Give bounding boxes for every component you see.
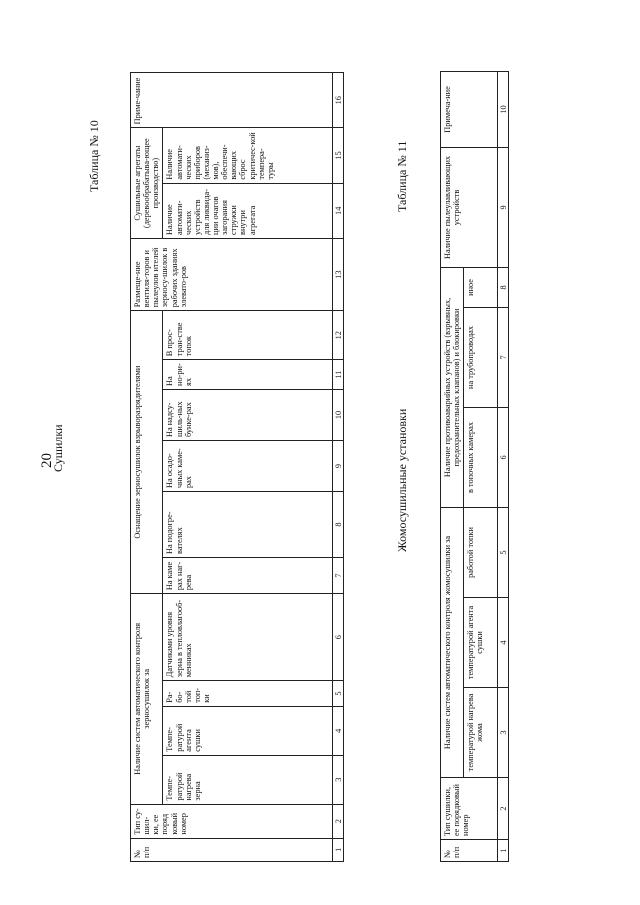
t10-col-fans: Размеще-ние вентиля-торов и пылеулов ителей зерносу-шилок в рабочих зданиях элевато-ров (131, 238, 333, 310)
t10-group-dryers: Сушильные агрегаты (деревообрабатыва-ющее производство) (131, 128, 163, 239)
t10-num: 8 (333, 492, 344, 558)
t10-num: 3 (333, 755, 344, 804)
t10-col-settling-chambers: На осадо-чных каме-рах (163, 441, 333, 492)
t11-num: 7 (498, 307, 509, 407)
t10-num: 13 (333, 238, 344, 310)
t10-col-bunkers: На надсу-шиль-ных бунке-рах (163, 389, 333, 440)
t11-col-pulp-temp: температурой нагрева жома (464, 688, 498, 778)
t11-col-chambers: в топочных камерах (464, 407, 498, 507)
table11 (440, 71, 509, 862)
table10-section-title: Сушилки (51, 424, 65, 472)
t11-num: 9 (498, 147, 509, 267)
t10-col-type: Тип су-шил-ки, ее поряд ковый номер (131, 804, 333, 838)
t11-group-emergency: Наличие противоаварийных устройств (взрывных, предохранительных клапанов) и блокировки (441, 267, 464, 507)
t10-col-level-sensors: Датчиками уровня зерна в тепловлагооб-менниках (163, 594, 333, 681)
t10-num: 10 (333, 389, 344, 440)
t11-col-type: Тип сушилки, ее порядковый номер (441, 778, 498, 840)
t11-col-agent-temp: температурой агента сушки (464, 598, 498, 688)
t11-num: 6 (498, 407, 509, 507)
t10-num: 12 (333, 311, 344, 360)
t10-num: 16 (333, 73, 344, 128)
t10-col-agent-temp: Темпе-ратурой агента сушки (163, 706, 333, 755)
t10-num: 6 (333, 594, 344, 681)
t11-col-note: Примеча-ние (441, 71, 498, 147)
table10-label: Таблица № 10 (87, 120, 101, 192)
table11-number-row (498, 71, 509, 861)
t11-col-dust: Наличие пылеулавливающих устройств (441, 147, 498, 267)
t11-num: 4 (498, 598, 509, 688)
page-number: 20 (39, 453, 55, 468)
t10-num: 2 (333, 804, 344, 838)
t11-col-num: № п/п (441, 840, 498, 862)
t10-col-preheaters: На подогре-вателях (163, 492, 333, 558)
t10-group-explosion: Оснащение зерносушилок взрыворазрядителями (131, 311, 163, 594)
t11-num: 5 (498, 507, 509, 597)
t10-col-num: № п/п (131, 838, 333, 861)
t11-col-furnace: работой топки (464, 507, 498, 597)
t11-num: 10 (498, 71, 509, 147)
t11-num: 1 (498, 840, 509, 862)
table11-header-row1 (441, 71, 464, 861)
table11-section-title: Жомосушильные установки (395, 408, 409, 552)
t10-col-temp-devices: Наличие автомати-ческих приборов (механиз-мов), обеспечи-вающих сброс критичес-кой темпера-туры (163, 128, 333, 183)
table10-number-row (333, 73, 344, 862)
t10-col-fire-devices: Наличие автомати-ческих устройств для ликвида-ции очагов загорания стружки внутри агрегата (163, 183, 333, 238)
t10-num: 15 (333, 128, 344, 183)
t10-num: 11 (333, 360, 344, 390)
t10-num: 1 (333, 838, 344, 861)
t11-col-other: иное (464, 267, 498, 307)
table11-region (395, 62, 525, 862)
t11-num: 3 (498, 688, 509, 778)
t11-col-pipelines: на трубопроводах (464, 307, 498, 407)
t10-num: 4 (333, 706, 344, 755)
t10-col-furnace: Ра-бо-той топ-ки (163, 681, 333, 707)
t10-col-note: Приме-чание (131, 73, 333, 128)
table10-header-row1 (131, 73, 163, 862)
t10-num: 5 (333, 681, 344, 707)
t10-num: 14 (333, 183, 344, 238)
t11-group-auto-control: Наличие систем автоматического контроля жомосушилки за (441, 507, 464, 777)
t10-col-furnace-space: В прос-тран-стве топок (163, 311, 333, 360)
t10-col-heating-chambers: На каме рах наг-рева (163, 557, 333, 593)
t10-num: 9 (333, 441, 344, 492)
table10 (130, 72, 344, 862)
table10-region (45, 62, 365, 862)
table11-label: Таблица № 11 (395, 140, 409, 212)
t11-num: 8 (498, 267, 509, 307)
table10-header-row2 (163, 73, 333, 862)
t11-num: 2 (498, 778, 509, 840)
t10-col-elevators: На но-ри-ях (163, 360, 333, 390)
t10-num: 7 (333, 557, 344, 593)
t10-col-grain-temp: Темпе-ратурой нагрева зерна (163, 755, 333, 804)
t10-group-auto-control: Наличие систем автоматического контроля зерносушилок за (131, 594, 163, 805)
